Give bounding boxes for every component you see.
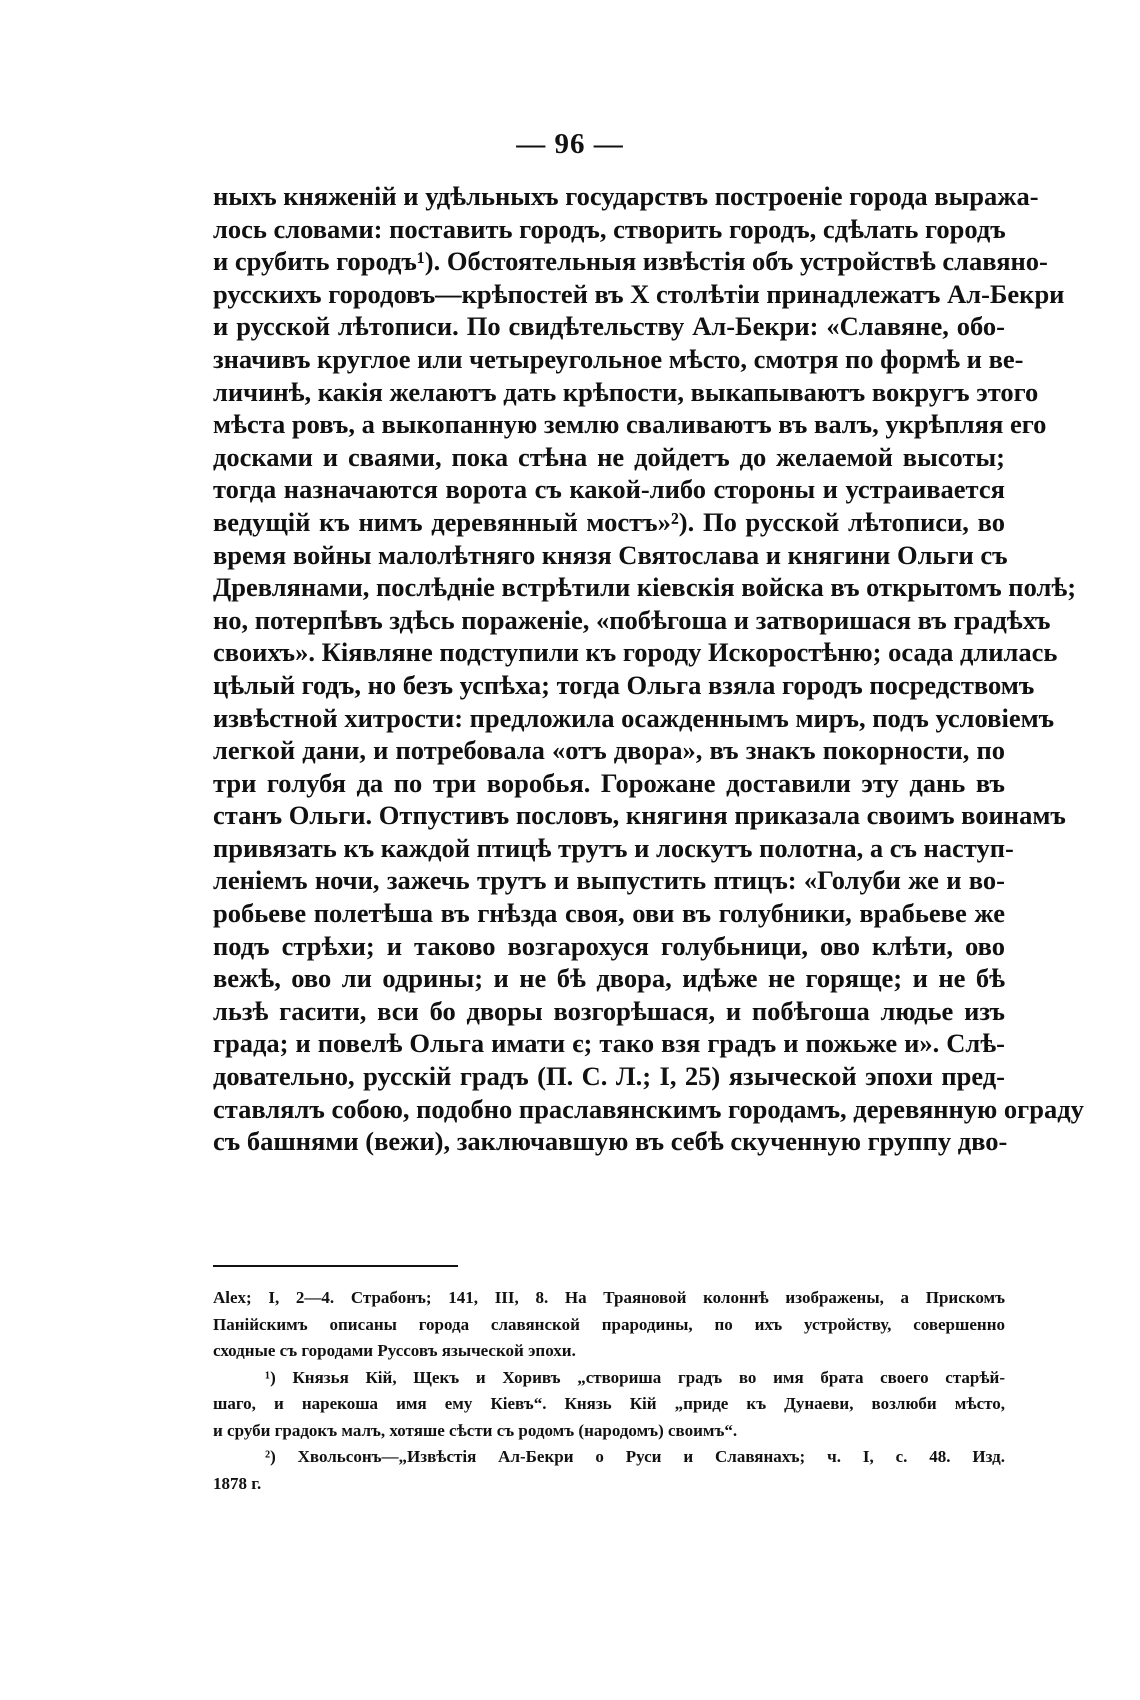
- text-line: съ башнями (вежи), заключавшую въ себѣ скученную группу дво-: [213, 1126, 1008, 1157]
- text-line: значивъ круглое или четыреугольное мѣсто, смотря по формѣ и ве-: [213, 343, 1024, 374]
- text-line: ведущій къ нимъ деревянный мостъ»²). По русской лѣтописи, во: [213, 506, 1005, 537]
- text-line: града; и повелѣ Ольга имати є; тако взя градъ и пожьже и». Слѣ-: [213, 1028, 1005, 1059]
- text-line: подъ стрѣхи; и таково возгарохуся голубьници, ово клѣти, ово: [213, 930, 1005, 961]
- page-number: — 96 —: [516, 128, 624, 160]
- text-line: русскихъ городовъ—крѣпостей въ X столѣтіи принадлежатъ Ал-Бекри: [213, 278, 1065, 309]
- footnote-line: 1878 г.: [213, 1473, 262, 1493]
- text-line: время войны малолѣтняго князя Святослава и княгини Ольги съ: [213, 539, 1008, 570]
- text-line: досками и сваями, пока стѣна не дойдетъ до желаемой высоты;: [213, 441, 1005, 472]
- text-line: мѣста ровъ, а выкопанную землю сваливаютъ въ валъ, укрѣпляя его: [213, 409, 1047, 440]
- text-line: льзѣ гасити, вси бо дворы возгорѣшася, и побѣгоша людье изъ: [213, 995, 1005, 1026]
- text-line: извѣстной хитрости: предложила осажденнымъ миръ, подъ условіемъ: [213, 702, 1055, 733]
- text-line: своихъ». Кіявляне подступили къ городу Искоростѣню; осада длилась: [213, 637, 1058, 668]
- footnotes: [213, 1285, 1005, 1497]
- text-line: ставлялъ собою, подобно праславянскимъ городамъ, деревянную ограду: [213, 1093, 1084, 1124]
- text-line: вежѣ, ово ли одрины; и не бѣ двора, идѣже не горяще; и не бѣ: [213, 963, 1005, 994]
- text-line: и срубить городъ¹). Обстоятельныя извѣстія объ устройствѣ славяно-: [213, 246, 1048, 277]
- text-line: тогда назначаются ворота съ какой-либо стороны и устраивается: [213, 474, 1005, 505]
- footnote-line: шаго, и нарекоша имя ему Кіевъ“. Князь Кій „приде къ Дунаеви, возлюби мѣсто,: [213, 1394, 1005, 1413]
- footnote-line: Alex; I, 2—4. Страбонъ; 141, III, 8. На Траяновой колоннѣ изображены, а Прискомъ: [213, 1288, 1005, 1307]
- text-line: лось словами: поставить городъ, створить городъ, сдѣлать городъ: [213, 213, 1006, 244]
- text-line: личинѣ, какія желаютъ дать крѣпости, выкапываютъ вокругъ этого: [213, 376, 1039, 407]
- text-line: цѣлый годъ, но безъ успѣха; тогда Ольга взяла городъ посредствомъ: [213, 669, 1035, 700]
- text-line: довательно, русскій градъ (П. С. Л.; I, 25) языческой эпохи пред-: [213, 1061, 1005, 1092]
- text-line: Древлянами, послѣдніе встрѣтили кіевскія войска въ открытомъ полѣ;: [213, 572, 1077, 603]
- text-line: легкой дани, и потребовала «отъ двора», въ знакъ покорности, по: [213, 735, 1005, 766]
- footnote-line: ¹) Князья Кій, Щекъ и Хоривъ „створиша градъ во имя брата своего старѣй-: [265, 1367, 1005, 1387]
- text-line: три голубя да по три воробья. Горожане доставили эту дань въ: [213, 767, 1005, 798]
- text-line: робьеве полетѣша въ гнѣзда своя, ови въ голубники, врабьеве же: [213, 898, 1005, 929]
- footnote-line: и сруби градокъ малъ, хотяше сѣсти съ родомъ (народомъ) своимъ“.: [213, 1420, 738, 1440]
- footnote-divider: [213, 1265, 458, 1267]
- text-line: ныхъ княженій и удѣльныхъ государствъ построеніе города выража-: [213, 181, 1039, 211]
- footnote-line: ²) Хвольсонъ—„Извѣстія Ал-Бекри о Руси и Славянахъ; ч. I, с. 48. Изд.: [265, 1447, 1005, 1466]
- footnote-line: Панійскимъ описаны города славянской прародины, по ихъ устройству, совершенно: [213, 1314, 1005, 1334]
- text-line: и русской лѣтописи. По свидѣтельству Ал-Бекри: «Славяне, обо-: [213, 311, 1005, 342]
- main-text: [213, 180, 1084, 1158]
- text-line: но, потерпѣвъ здѣсь пораженіе, «побѣгоша и затворишася въ градѣхъ: [213, 604, 1051, 635]
- footnote-line: сходные съ городами Руссовъ языческой эпохи.: [213, 1341, 576, 1360]
- text-line: станъ Ольги. Отпустивъ пословъ, княгиня приказала своимъ воинамъ: [213, 800, 1066, 831]
- text-line: привязать къ каждой птицѣ трутъ и лоскутъ полотна, а съ наступ-: [213, 832, 1014, 863]
- text-line: леніемъ ночи, зажечь трутъ и выпустить птицъ: «Голуби же и во-: [213, 865, 1005, 896]
